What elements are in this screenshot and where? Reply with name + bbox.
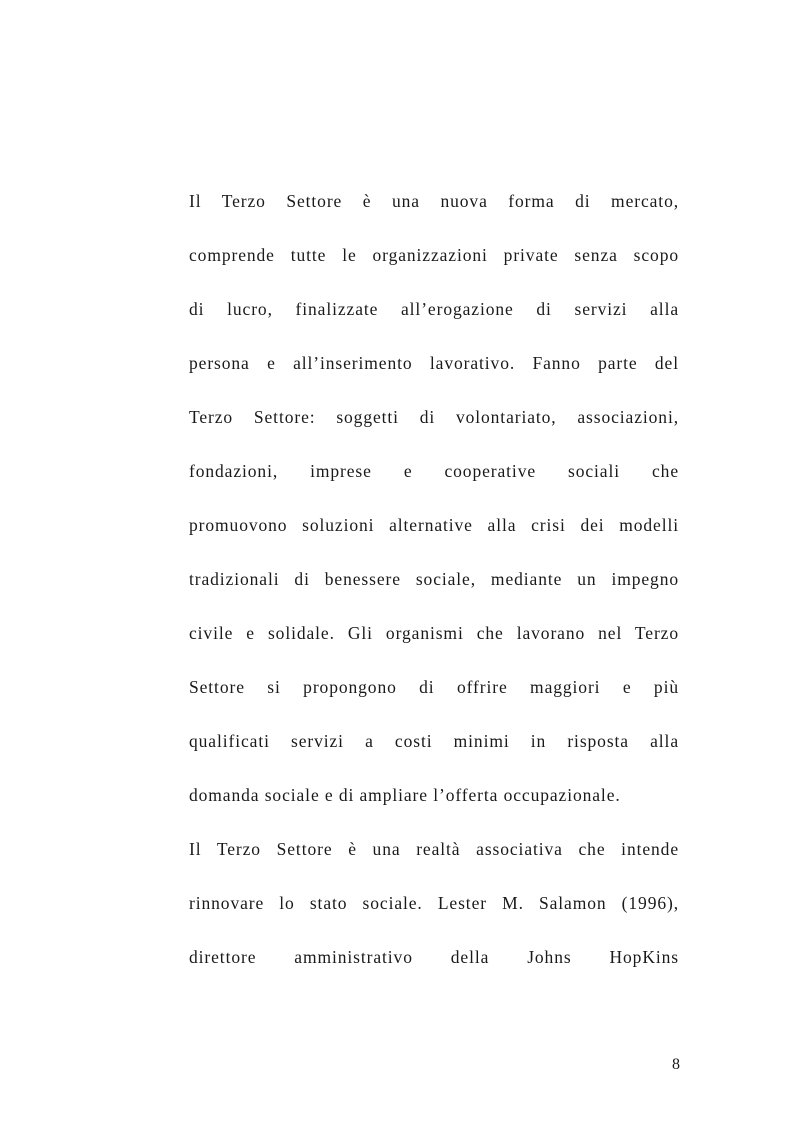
text-line: Settore si propongono di offrire maggiori e più — [189, 677, 679, 697]
text-line: qualificati servizi a costi minimi in risposta alla — [189, 731, 679, 751]
page-number: 8 — [672, 1056, 680, 1073]
text-line: domanda sociale e di ampliare l’offerta occupazionale. — [189, 785, 621, 805]
text-line: persona e all’inserimento lavorativo. Fanno parte del — [189, 353, 679, 373]
text-line: tradizionali di benessere sociale, mediante un impegno — [189, 569, 679, 589]
text-line: direttore amministrativo della Johns HopKins — [189, 947, 679, 967]
text-line: di lucro, finalizzate all’erogazione di servizi alla — [189, 299, 679, 319]
text-line: Il Terzo Settore è una nuova forma di mercato, — [189, 191, 679, 211]
text-line: Terzo Settore: soggetti di volontariato, associazioni, — [189, 407, 679, 427]
text-line: promuovono soluzioni alternative alla crisi dei modelli — [189, 515, 679, 535]
text-line: rinnovare lo stato sociale. Lester M. Salamon (1996), — [189, 893, 679, 913]
text-line: Il Terzo Settore è una realtà associativa che intende — [189, 839, 679, 859]
paragraph — [189, 184, 679, 832]
paragraph — [189, 832, 679, 994]
text-line: civile e solidale. Gli organismi che lavorano nel Terzo — [189, 623, 679, 643]
body-text — [189, 184, 679, 994]
text-line: comprende tutte le organizzazioni private senza scopo — [189, 245, 679, 265]
text-line: fondazioni, imprese e cooperative sociali che — [189, 461, 679, 481]
